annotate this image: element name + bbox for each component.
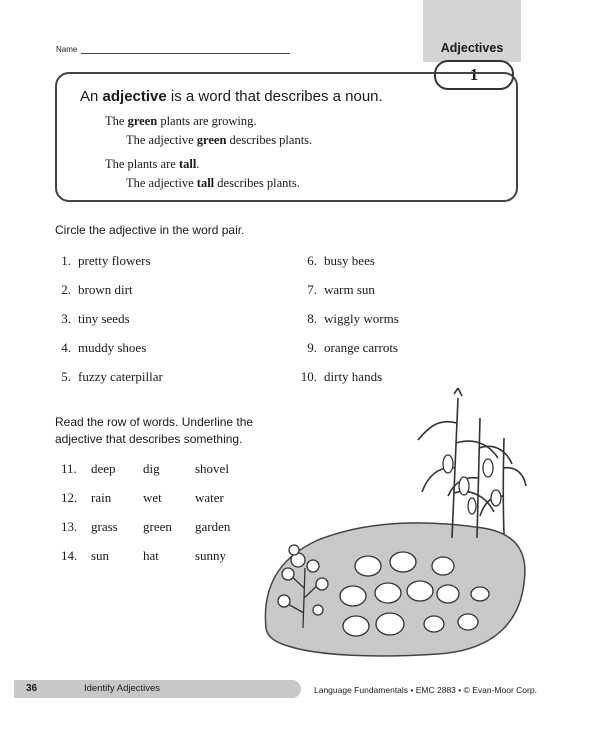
example-explanation-2: The adjective tall describes plants. [126,176,300,190]
word-pair-item[interactable]: 8. wiggly worms [307,311,399,326]
row-word[interactable]: rain [91,490,112,505]
example-explanation-1: The adjective green describes plants. [126,133,313,147]
word-row [0,461,260,479]
corn-ears-drawing [443,455,501,514]
word-pair-item[interactable]: 5. fuzzy caterpillar [61,369,163,384]
row-word[interactable]: dig [143,461,160,476]
word-pair-item[interactable]: 10. dirty hands [300,369,383,384]
word-pair-item[interactable]: 3. tiny seeds [61,311,130,326]
name-write-line[interactable] [81,53,290,54]
word-row [0,548,260,566]
row-word[interactable]: green [143,519,172,534]
page-number: 36 [26,683,38,694]
footer-credit: Language Fundamentals • EMC 2883 • © Evan-Moor Corp. [314,685,537,695]
word-pair-item[interactable]: 9. orange carrots [307,340,398,355]
footer-skill-label: Identify Adjectives [84,683,161,694]
corn-stalks-drawing [418,388,526,538]
row-number: 14. [61,548,78,563]
word-pair-item[interactable]: 6. busy bees [307,253,375,268]
row-word[interactable]: sun [91,548,110,563]
part2-instruction: Read the row of words. Underline the adjective that describes something. [55,415,254,446]
row-number: 11. [61,461,77,476]
row-number: 12. [61,490,78,505]
row-word[interactable]: deep [91,461,116,476]
row-word[interactable]: garden [195,519,231,534]
lesson-number-badge: 1 [434,60,514,90]
word-pair-item[interactable]: 2. brown dirt [61,282,133,297]
row-number: 13. [61,519,78,534]
word-row [0,490,260,508]
word-pair-item[interactable]: 7. warm sun [307,282,375,297]
row-word[interactable]: wet [143,490,162,505]
row-word[interactable]: sunny [195,548,227,563]
example-sentence-2: The plants are tall. [105,157,200,171]
definition-text: An adjective is a word that describes a noun. [80,88,383,105]
row-word[interactable]: shovel [195,461,229,476]
word-pair-item[interactable]: 4. muddy shoes [61,340,147,355]
example-sentence-1: The green plants are growing. [105,114,257,128]
word-row [0,519,260,537]
row-word[interactable]: hat [143,548,159,563]
name-label: Name [56,45,78,54]
garden-illustration [258,388,530,660]
row-word[interactable]: water [195,490,224,505]
row-word[interactable]: grass [91,519,118,534]
part1-instruction: Circle the adjective in the word pair. [55,223,245,237]
page-topic-title: Adjectives [440,41,504,55]
word-pair-item[interactable]: 1. pretty flowers [61,253,151,268]
